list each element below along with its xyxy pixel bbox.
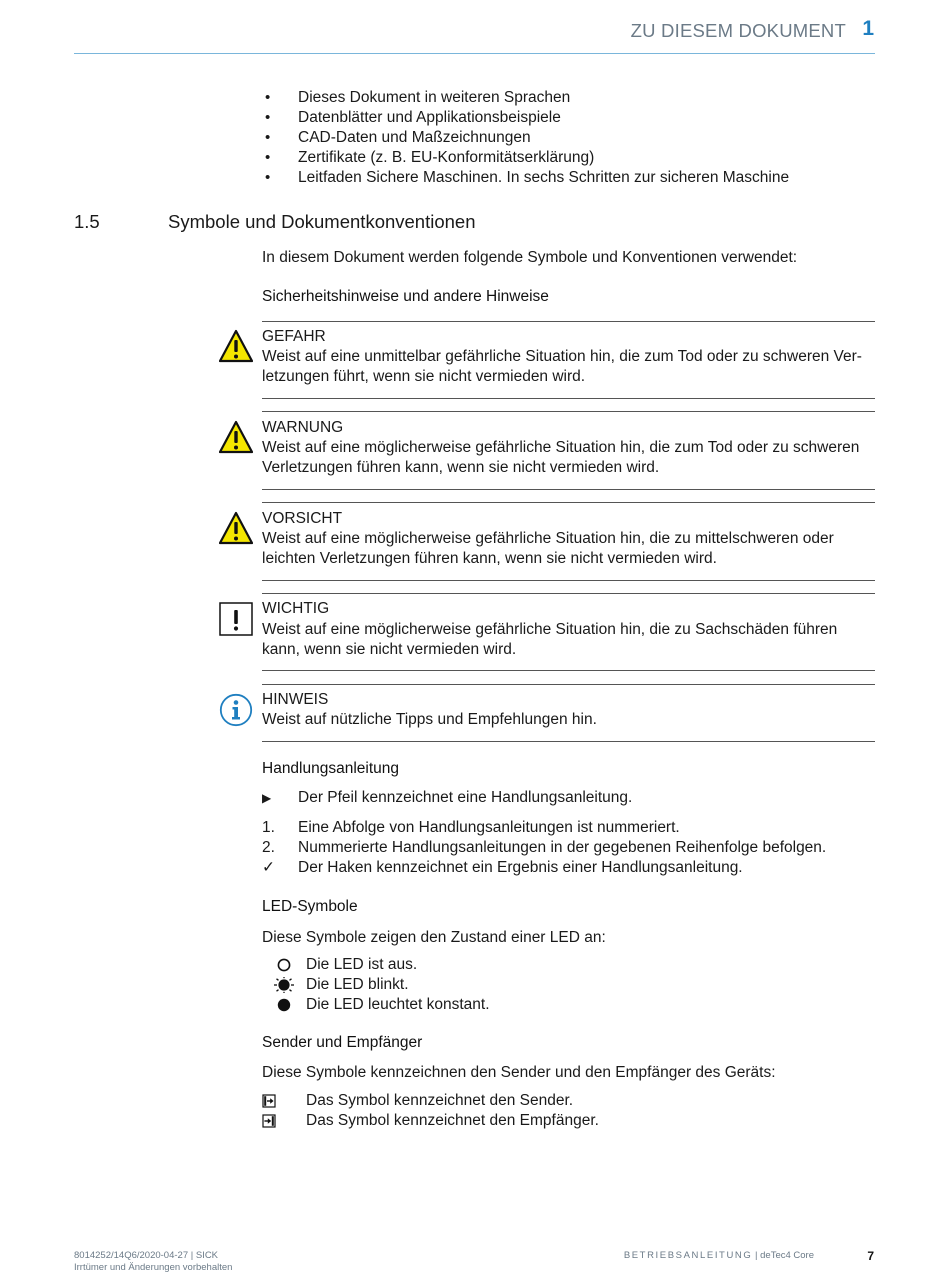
notice-text: Weist auf eine möglicherweise gefährliche Situation hin, die zu mittelschweren oder leichten Verletzungen führen kann, wenn sie nicht vermieden wird.: [262, 530, 834, 567]
footer-separator: |: [752, 1250, 761, 1261]
list-item: [262, 975, 490, 995]
notices-heading: Sicherheitshinweise und andere Hinweise: [262, 288, 549, 305]
list-item: [262, 995, 490, 1015]
list-item: • Leitfaden Sichere Maschinen. In sechs Schritten zur sicheren Maschine: [262, 168, 789, 188]
led-intro: Diese Symbole zeigen den Zustand einer LED an:: [262, 929, 606, 946]
intro-bullet-list: [262, 88, 789, 188]
sender-receiver-heading: Sender und Empfänger: [262, 1034, 423, 1051]
list-item-text: Nummerierte Handlungsanleitungen in der gegebenen Reihenfolge befolgen.: [298, 839, 827, 856]
notice-text: Weist auf eine möglicherweise gefährliche Situation hin, die zum Tod oder zu schweren Verletzungen führen kann, wenn sie nicht vermieden wird.: [262, 439, 860, 476]
notice-top-rule: [262, 593, 875, 594]
list-item: • CAD-Daten und Maßzeichnungen: [262, 128, 789, 148]
instruction-steps-list: [262, 818, 826, 878]
list-item-text: Das Symbol kennzeichnet den Empfänger.: [306, 1112, 599, 1129]
list-item-text: Die LED leuchtet konstant.: [306, 996, 490, 1013]
list-item: [262, 838, 826, 858]
notice-top-rule: [262, 502, 875, 503]
section-number: 1.5: [74, 211, 100, 232]
notice-text: Weist auf nützliche Tipps und Empfehlungen hin.: [262, 711, 597, 728]
led-blinking-icon: [274, 977, 294, 993]
notice-bottom-rule: [262, 489, 875, 490]
list-item: [262, 858, 826, 878]
notice-title: HINWEIS: [262, 691, 329, 708]
notice-text: Weist auf eine möglicherweise gefährliche Situation hin, die zu Sachschäden führen kann, wenn sie nicht vermieden wird.: [262, 621, 838, 658]
notice-title: WARNUNG: [262, 419, 344, 436]
led-off-icon: [274, 957, 294, 973]
footer-doc-type-label: BETRIEBSANLEITUNG: [623, 1250, 753, 1261]
notice-top-rule: [262, 684, 875, 685]
footer-disclaimer: Irrtümer und Änderungen vorbehalten: [74, 1262, 233, 1273]
list-item-text: Der Pfeil kennzeichnet eine Handlungsanleitung.: [298, 789, 633, 806]
list-item: [262, 818, 826, 838]
warning-triangle-icon: [219, 420, 253, 454]
notice-bottom-rule: [262, 398, 875, 399]
warning-triangle-icon: [219, 511, 253, 545]
step-marker: 1.: [262, 819, 275, 836]
info-icon: [219, 693, 253, 727]
section-title: Symbole und Dokumentkonventionen: [168, 211, 476, 232]
footer-doc-type: [624, 1250, 814, 1261]
list-item: [262, 788, 632, 808]
list-item-text: Die LED blinkt.: [306, 976, 409, 993]
chapter-title: ZU DIESEM DOKUMENT: [630, 20, 846, 41]
notice-text: Weist auf eine unmittelbar gefährliche Situation hin, die zum Tod oder zu schweren Ver- letzungen führt, wenn sie nicht vermieden wird.: [262, 348, 862, 385]
list-item-text: Die LED ist aus.: [306, 956, 418, 973]
check-marker: ✓: [262, 859, 275, 876]
arrow-marker: ▶: [262, 791, 272, 805]
list-item: [262, 1111, 599, 1131]
sender-icon: [262, 1094, 276, 1108]
list-item-text: Der Haken kennzeichnet ein Ergebnis einer Handlungsanleitung.: [298, 859, 743, 876]
sender-receiver-list: [262, 1091, 599, 1131]
list-item-text: Eine Abfolge von Handlungsanleitungen ist nummeriert.: [298, 819, 680, 836]
list-item: [262, 955, 490, 975]
footer-product: deTec4 Core: [760, 1250, 814, 1261]
instruction-arrow-list: [262, 788, 632, 808]
notice-title: GEFAHR: [262, 328, 326, 345]
list-item: • Dieses Dokument in weiteren Sprachen: [262, 88, 789, 108]
receiver-icon: [262, 1114, 276, 1128]
led-heading: LED-Symbole: [262, 898, 358, 915]
notice-bottom-rule: [262, 580, 875, 581]
list-item: [262, 1091, 599, 1111]
led-on-icon: [274, 997, 294, 1013]
sender-receiver-intro: Diese Symbole kennzeichnen den Sender und den Empfänger des Geräts:: [262, 1064, 776, 1081]
led-symbol-list: [262, 955, 490, 1015]
chapter-number: 1: [862, 17, 874, 40]
list-item: • Datenblätter und Applikationsbeispiele: [262, 108, 789, 128]
header-divider: [74, 53, 875, 54]
notice-top-rule: [262, 321, 875, 322]
step-marker: 2.: [262, 839, 275, 856]
footer-doc-info: [74, 1250, 232, 1274]
footer-doc-id: 8014252/14Q6/2020-04-27 | SICK: [74, 1250, 219, 1261]
notice-title: WICHTIG: [262, 600, 330, 617]
page-number: 7: [867, 1249, 874, 1263]
notice-bottom-rule: [262, 670, 875, 671]
list-item-text: Das Symbol kennzeichnet den Sender.: [306, 1092, 574, 1109]
notice-bottom-rule: [262, 741, 875, 742]
notice-top-rule: [262, 411, 875, 412]
instructions-heading: Handlungsanleitung: [262, 760, 400, 777]
section-intro: In diesem Dokument werden folgende Symbole und Konventionen verwendet:: [262, 249, 798, 266]
notice-title: VORSICHT: [262, 510, 343, 527]
list-item: • Zertifikate (z. B. EU-Konformitätserklärung): [262, 148, 789, 168]
important-exclamation-icon: [219, 602, 253, 636]
warning-triangle-icon: [219, 329, 253, 363]
